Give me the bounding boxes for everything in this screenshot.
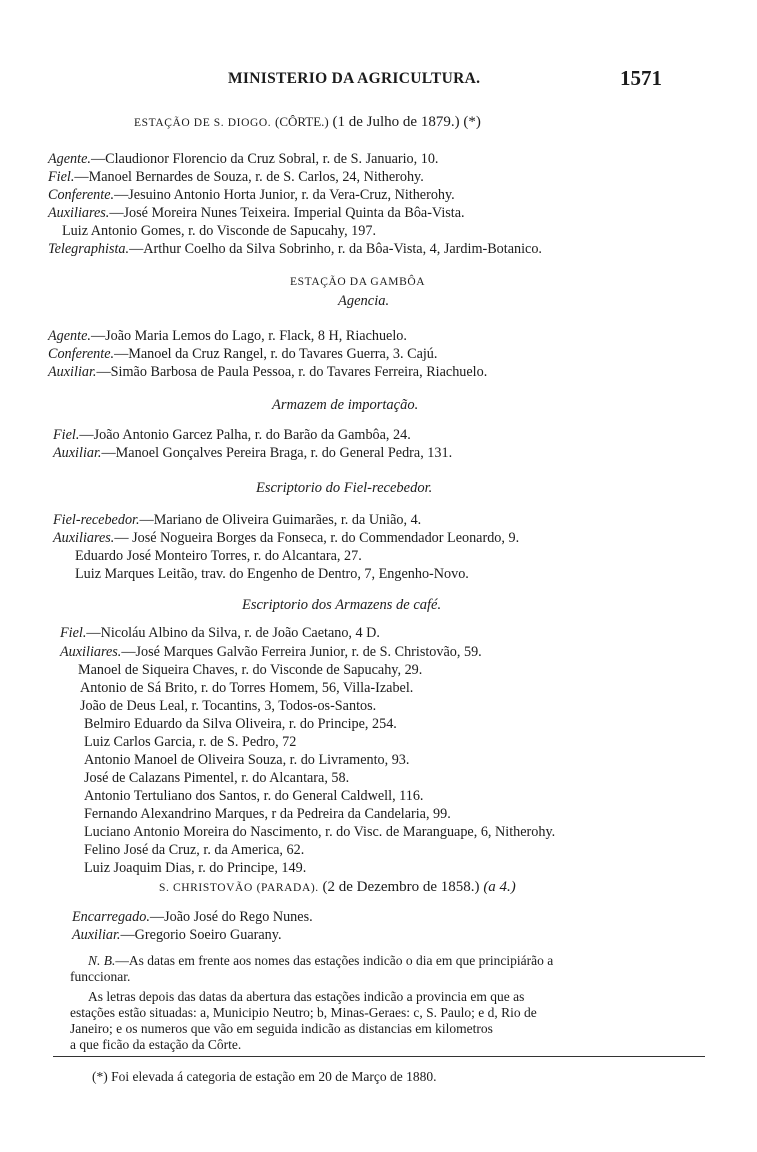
list-item: Auxiliares.—José Moreira Nunes Teixeira. Imperial Quinta da Bôa-Vista. [48,205,465,221]
subsection-title-agencia: Agencia. [338,293,390,309]
list-item: Fiel-recebedor.—Mariano de Oliveira Guimarães, r. da União, 4. [53,512,422,528]
page-header [0,66,757,96]
subsection-title-armazem: Armazem de importação. [272,397,419,413]
list-item: Luiz Carlos Garcia, r. de S. Pedro, 72 [84,734,297,750]
list-item: Fiel.—Manoel Bernardes de Souza, r. de S. Carlos, 24, Nitherohy. [48,169,424,185]
list-item: Luiz Joaquim Dias, r. do Principe, 149. [84,860,307,876]
list-item: Fernando Alexandrino Marques, r da Pedreira da Candelaria, 99. [84,806,451,822]
s-diogo-station-name: ESTAÇÃO DE S. DIOGO. [134,117,272,129]
list-item: Conferente.—Jesuino Antonio Horta Junior, r. da Vera-Cruz, Nitherohy. [48,187,455,203]
list-item: Auxiliar.—Simão Barbosa de Paula Pessoa, r. do Tavares Ferreira, Riachuelo. [48,364,488,380]
list-item: Fiel.—Nicoláu Albino da Silva, r. de João Caetano, 4 D. [60,625,380,641]
list-item: Conferente.—Manoel da Cruz Rangel, r. do Tavares Guerra, 3. Cajú. [48,346,438,362]
list-item: Manoel de Siqueira Chaves, r. do Visconde de Sapucahy, 29. [78,662,423,678]
list-item: João de Deus Leal, r. Tocantins, 3, Todos-os-Santos. [80,698,377,714]
section-heading-s-christovao [159,878,516,897]
list-item: Auxiliares.—José Marques Galvão Ferreira Junior, r. de S. Christovão, 59. [60,644,482,660]
s-diogo-court: (CÔRTE.) [275,114,329,129]
subsection-title-escriptorio-fiel: Escriptorio do Fiel-recebedor. [256,480,433,496]
list-item: José de Calazans Pimentel, r. do Alcantara, 58. [84,770,350,786]
page-number: 1571 [620,66,662,90]
list-item: Antonio de Sá Brito, r. do Torres Homem, 56, Villa-Izabel. [80,680,414,696]
list-item: Telegraphista.—Arthur Coelho da Silva Sobrinho, r. da Bôa-Vista, 4, Jardim-Botanico. [48,241,542,257]
footnote: (*) Foi elevada á categoria de estação em 20 de Março de 1880. [92,1069,437,1084]
list-item: Agente.—Claudionor Florencio da Cruz Sobral, r. de S. Januario, 10. [48,151,439,167]
list-item: Auxiliar.—Manoel Gonçalves Pereira Braga, r. do General Pedra, 131. [53,445,453,461]
footnote-divider [53,1056,705,1057]
list-item: Eduardo José Monteiro Torres, r. do Alcantara, 27. [75,548,362,564]
list-item: Antonio Manoel de Oliveira Souza, r. do Livramento, 93. [84,752,410,768]
list-item: Fiel.—João Antonio Garcez Palha, r. do Barão da Gambôa, 24. [53,427,411,443]
list-item: Antonio Tertuliano dos Santos, r. do General Caldwell, 116. [84,788,424,804]
s-diogo-date: (1 de Julho de 1879.) [332,114,460,130]
note-paragraph: a que ficão da estação da Côrte. [70,1037,242,1052]
page-title: MINISTERIO DA AGRICULTURA. [228,70,481,87]
list-item: Luiz Marques Leitão, trav. do Engenho de Dentro, 7, Engenho-Novo. [75,566,469,582]
list-item: Auxiliares.— José Nogueira Borges da Fonseca, r. do Commendador Leonardo, 9. [53,530,520,546]
section-heading-s-diogo [134,113,481,132]
list-item: Luciano Antonio Moreira do Nascimento, r. do Visc. de Maranguape, 6, Nitherohy. [84,824,556,840]
list-item: Agente.—João Maria Lemos do Lago, r. Flack, 8 H, Riachuelo. [48,328,407,344]
list-item: Auxiliar.—Gregorio Soeiro Guarany. [72,927,282,943]
list-item: Luiz Antonio Gomes, r. do Visconde de Sapucahy, 197. [62,223,376,239]
note-nb: N. B.—As datas em frente aos nomes das estações indicão o dia em que principiárão a [88,953,554,968]
s-christovao-name: S. CHRISTOVÃO [159,882,253,894]
s-christovao-type: (PARADA). [256,882,319,894]
s-diogo-mark: (*) [463,114,481,130]
section-heading-gamboa: ESTAÇÃO DA GAMBÔA [290,276,426,288]
s-christovao-date: (2 de Dezembro de 1858.) [322,879,480,895]
list-item: Belmiro Eduardo da Silva Oliveira, r. do Principe, 254. [84,716,397,732]
list-item: Encarregado.—João José do Rego Nunes. [72,909,313,925]
note-paragraph: Janeiro; e os numeros que vão em seguida indicão as distancias em kilometros [70,1021,493,1036]
list-item: Felino José da Cruz, r. da America, 62. [84,842,305,858]
note-paragraph: estações estão situadas: a, Municipio Neutro; b, Minas-Geraes: c, S. Paulo; e d, Rio de [70,1005,537,1020]
subsection-title-escriptorio-cafe: Escriptorio dos Armazens de café. [242,597,442,613]
note-paragraph: As letras depois das datas da abertura das estações indicão a provincia em que as [88,989,525,1004]
note-nb-cont: funccionar. [70,969,131,984]
note-nb-label: N. B. [88,953,116,968]
s-christovao-code: (a 4.) [483,879,516,895]
